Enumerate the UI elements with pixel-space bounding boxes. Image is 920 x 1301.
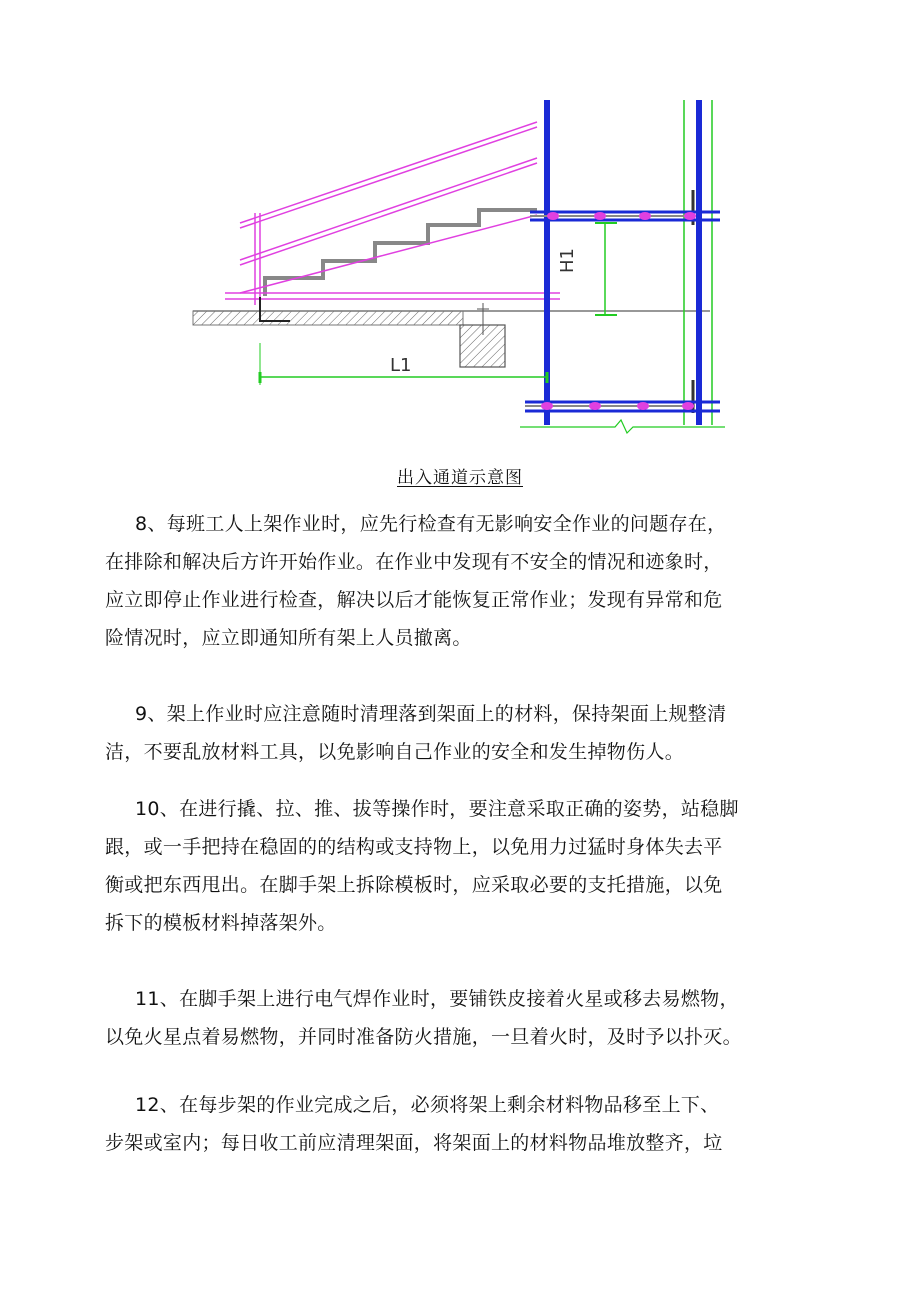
handrail-upper <box>240 127 537 228</box>
paragraph-line: 拆下的模板材料掉落架外。 <box>105 912 337 934</box>
paragraph-line: 以免火星点着易燃物，并同时准备防火措施，一旦着火时，及时予以扑灭。 <box>105 1026 742 1048</box>
l1-label: L1 <box>390 355 412 376</box>
paragraph-9 <box>105 695 795 771</box>
paragraph-line: 12、在每步架的作业完成之后，必须将架上剩余材料物品移至上下、 <box>135 1094 720 1116</box>
paragraph-line: 10、在进行撬、拉、推、拔等操作时，要注意采取正确的姿势，站稳脚 <box>135 798 739 820</box>
paragraph-8 <box>105 505 795 657</box>
paragraph-line: 在排除和解决后方许开始作业。在作业中发现有不安全的情况和迹象时， <box>105 551 723 573</box>
paragraph-11 <box>105 980 795 1056</box>
paragraph-line: 9、架上作业时应注意随时清理落到架面上的材料，保持架面上规整清 <box>135 703 727 725</box>
paragraph-line: 步架或室内；每日收工前应清理架面，将架面上的材料物品堆放整齐，垃 <box>105 1132 723 1154</box>
paragraph-line: 洁，不要乱放材料工具，以免影响自己作业的安全和发生掉物伤人。 <box>105 741 685 763</box>
ground-slab <box>193 311 463 325</box>
paragraph-line: 险情况时，应立即通知所有架上人员撤离。 <box>105 627 472 649</box>
handrail-middle <box>240 163 537 265</box>
paragraph-line: 11、在脚手架上进行电气焊作业时，要铺铁皮接着火星或移去易燃物， <box>135 988 739 1010</box>
paragraph-12 <box>105 1086 795 1162</box>
paragraph-10 <box>105 790 795 942</box>
figure-caption: 出入通道示意图 <box>397 468 523 488</box>
h1-label: H1 <box>557 248 578 273</box>
passage-diagram <box>185 95 735 440</box>
paragraph-line: 应立即停止作业进行检查，解决以后才能恢复正常作业；发现有异常和危 <box>105 589 723 611</box>
stair-steps <box>265 210 537 296</box>
paragraph-line: 8、每班工人上架作业时，应先行检查有无影响安全作业的问题存在， <box>135 513 727 535</box>
paragraph-line: 衡或把东西甩出。在脚手架上拆除模板时，应采取必要的支托措施，以免 <box>105 874 723 896</box>
handrail-lower <box>240 215 537 293</box>
paragraph-line: 跟，或一手把持在稳固的的结构或支持物上，以免用力过猛时身体失去平 <box>105 836 723 858</box>
